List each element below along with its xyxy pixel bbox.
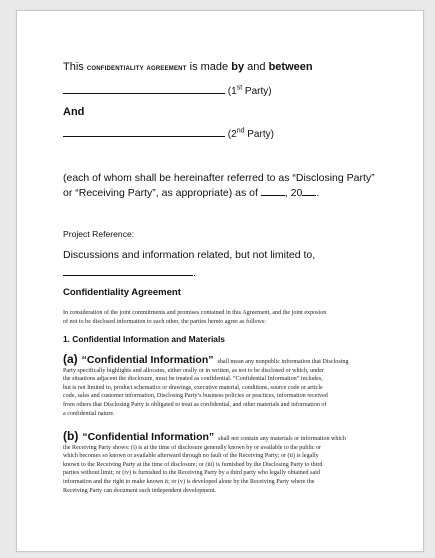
clause-a-line: the situations adjacent the disclosure, must be treated as confidential. “Confidential Information” includes, xyxy=(63,376,323,383)
clause-b-line: known to the Receiving Party at the time of disclosure; or (iii) is furnished by the Disclosing Party to third xyxy=(63,461,323,468)
period: . xyxy=(316,187,320,199)
party-2-open: ( xyxy=(227,129,232,140)
clause-a-label: (a) xyxy=(63,352,78,366)
discussions-period: . xyxy=(193,267,196,279)
project-reference-label: Project Reference: xyxy=(63,229,135,239)
each-of-whom-paragraph xyxy=(63,171,375,201)
party-1-label: Party) xyxy=(242,86,272,97)
clause-a-body xyxy=(63,367,408,419)
intro-is-made: is made xyxy=(189,61,229,73)
clause-b-body xyxy=(63,444,408,496)
consideration-line: In consideration of the joint commitments and promises contained in this Agreement, and the joint exposion xyxy=(63,310,327,316)
clause-a-first-line xyxy=(63,353,408,367)
intro-by: by xyxy=(231,61,245,73)
party-2-label: Party) xyxy=(244,129,274,140)
intro-line xyxy=(63,61,313,73)
year-blank xyxy=(302,186,316,196)
party-1-sup: st xyxy=(236,84,243,92)
clause-b-line: the Receiving Party shows: (i) is at the time of disclosure generally known by or available to the public or xyxy=(63,444,322,451)
clause-a-first-rest: shall mean any nonpublic information that Disclosing xyxy=(217,359,349,365)
party-2-sup: nd xyxy=(236,127,245,135)
party-2-row xyxy=(63,126,274,140)
discussions-line: Discussions and information related, but not limited to, xyxy=(63,249,316,261)
party-1-open: ( xyxy=(227,86,232,97)
agreement-name: confidentiality agreement xyxy=(86,62,187,72)
clause-b-line: Receiving Party can document such independent development. xyxy=(63,487,217,494)
as-of-text: or “Receiving Party”, as appropriate) as of xyxy=(63,187,258,199)
intro-between: between xyxy=(268,61,313,73)
each-of-whom-line-1: (each of whom shall be hereinafter referred to as “Disclosing Party” xyxy=(63,172,375,184)
clause-b-first-line xyxy=(63,430,408,444)
party-2-blank xyxy=(63,126,225,137)
consideration-line: of not to be disclosed information to each other, the parties hereto agree as follows: xyxy=(63,318,266,325)
clause-b-line: parties without limit; or (iv) is furnished to the Receiving Party by a third party who legally obtained said xyxy=(63,470,320,477)
clause-a-line: but is not limited to, product schematics or drawings, executive material, conditions, source code or article xyxy=(63,384,323,391)
clause-a-line: from others that Disclosing Party is obligated to treat as confidential, and other materials and information of xyxy=(63,401,327,408)
clause-b xyxy=(63,430,408,495)
discussions-blank-row xyxy=(63,265,196,279)
date-blank xyxy=(261,186,285,196)
party-1-num: 1 xyxy=(231,86,237,97)
party-1-row xyxy=(63,83,272,97)
and-label: And xyxy=(63,106,85,118)
clause-b-term: “Confidential Information” xyxy=(82,431,215,443)
clause-b-line: information and the right to make known it; or (v) is developed alone by the Receiving Party where the xyxy=(63,478,315,485)
each-of-whom-line-2 xyxy=(63,186,375,201)
party-2-num: 2 xyxy=(231,129,237,140)
clause-a xyxy=(63,353,408,418)
consideration-paragraph xyxy=(63,309,408,326)
clause-a-line: a confidential nature. xyxy=(63,410,115,417)
clause-a-line: code, sales and customer information, Disclosing Party’s business policies or practices, information received xyxy=(63,393,328,400)
clause-a-term: “Confidential Information” xyxy=(81,354,214,366)
party-1-blank xyxy=(63,83,225,94)
intro-and: and xyxy=(247,61,266,73)
document-page xyxy=(16,10,424,552)
clause-b-line: which becomes so known or available afterward through no fault of the Receiving Party; or (ii) is legally xyxy=(63,453,319,460)
intro-this: This xyxy=(63,61,84,73)
year-prefix: , 20 xyxy=(284,187,303,199)
clause-a-line: Party specifically highlights and allocates, either orally or in written, as not to be disclosed or which, under xyxy=(63,367,324,374)
clause-1-title: 1. Confidential Information and Materials xyxy=(63,334,225,344)
clause-b-label: (b) xyxy=(63,429,79,443)
section-title: Confidentiality Agreement xyxy=(63,287,181,298)
clause-b-first-rest: shall not contain any materials or information which xyxy=(218,436,346,442)
discussions-blank xyxy=(63,265,193,276)
